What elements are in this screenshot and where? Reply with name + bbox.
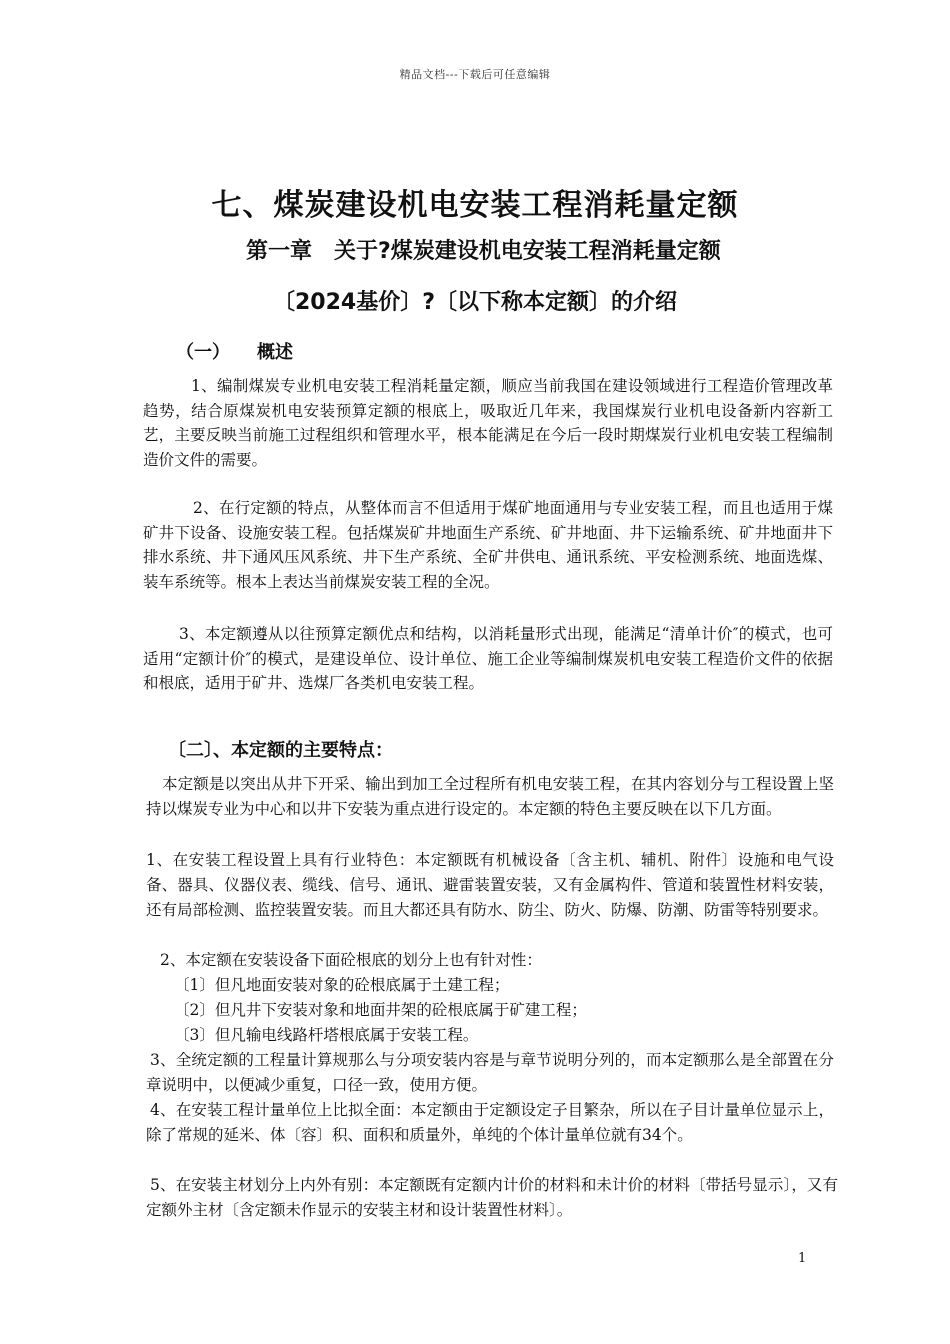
feature-item-1: 1、在安装工程设置上具有行业特色：本定额既有机械设备〔含主机、辅机、附件〕设施和电气设备、器具、仪器仪表、缆线、信号、通讯、避雷装置安装，又有金属构件、管道和装置性材料安装，还有局部检测、监控装置安装。而且大都还具有防水、防尘、防火、防爆、防潮、防雷等特别要求。 (146, 851, 834, 919)
feature-item-2-sub-1: 〔1〕但凡地面安装对象的砼根底属于土建工程； (174, 976, 510, 994)
feature-item-3: 3、全统定额的工程量计算规那么与分项安装内容是与章节说明分列的，而本定额那么是全部置在分章说明中，以便减少重复，口径一致，使用方便。 (146, 1051, 834, 1094)
section-heading-features: 〔二〕、本定额的主要特点： (168, 740, 393, 761)
feature-item-5: 5、在安装主材划分上内外有别：本定额既有定额内计价的材料和未计价的材料〔带括号显示〕，又有定额外主材〔含定额未作显示的安装主材和设计装置性材料〕。 (146, 1176, 838, 1219)
chapter-subtitle-line1: 第一章 关于?煤炭建设机电安装工程消耗量定额 (246, 239, 721, 264)
feature-item-2-sub-3: 〔3〕但凡输电线路杆塔根底属于安装工程。 (174, 1026, 479, 1044)
feature-item-2: 2、本定额在安装设备下面砼根底的划分上也有针对性： (160, 951, 542, 969)
paragraph-2: 2、在行定额的特点，从整体而言不但适用于煤矿地面通用与专业安装工程，而且也适用于煤矿井下设备、设施安装工程。包括煤炭矿井地面生产系统、矿井地面、井下运输系统、矿井地面井下排水系统、井下通风压风系统、井下生产系统、全矿井供电、通讯系统、平安检测系统、地面选煤、装车系统等。根本上表达当前煤炭安装工程的全况。 (143, 499, 833, 591)
paragraph-3: 3、本定额遵从以往预算定额优点和结构，以消耗量形式出现，能满足“清单计价″的模式，也可适用“定额计价″的模式，是建设单位、设计单位、施工企业等编制煤炭机电安装工程造价文件的依据和根底，适用于矿井、选煤厂各类机电安装工程。 (143, 625, 833, 692)
page-header: 精品文档---下载后可任意编辑 (399, 68, 551, 81)
paragraph-1: 1、编制煤炭专业机电安装工程消耗量定额，顺应当前我国在建设领域进行工程造价管理改革趋势，结合原煤炭机电安装预算定额的根底上，吸取近几年来，我国煤炭行业机电设备新内容新工艺，主要反映当前施工过程组织和管理水平，根本能满足在今后一段时期煤炭行业机电安装工程编制造价文件的需要。 (143, 377, 833, 469)
feature-item-2-sub-2: 〔2〕但凡井下安装对象和地面井架的砼根底属于矿建工程； (174, 1001, 587, 1019)
document-title: 七、煤炭建设机电安装工程消耗量定额 (211, 188, 739, 223)
chapter-subtitle-line2: 〔2024基价〕?〔以下称本定额〕的介绍 (273, 290, 677, 315)
section-heading-overview: （一） 概述 (176, 342, 293, 363)
page-number: 1 (798, 1251, 807, 1266)
feature-item-4: 4、在安装工程计量单位上比拟全面：本定额由于定额设定子目繁杂，所以在子目计量单位显示上，除了常规的延米、体〔容〕积、面积和质量外，单纯的个体计量单位就有34个。 (146, 1101, 834, 1144)
features-intro: 本定额是以突出从井下开采、输出到加工全过程所有机电安装工程，在其内容划分与工程设置上坚持以煤炭专业为中心和以井下安装为重点进行设定的。本定额的特色主要反映在以下几方面。 (146, 775, 834, 818)
